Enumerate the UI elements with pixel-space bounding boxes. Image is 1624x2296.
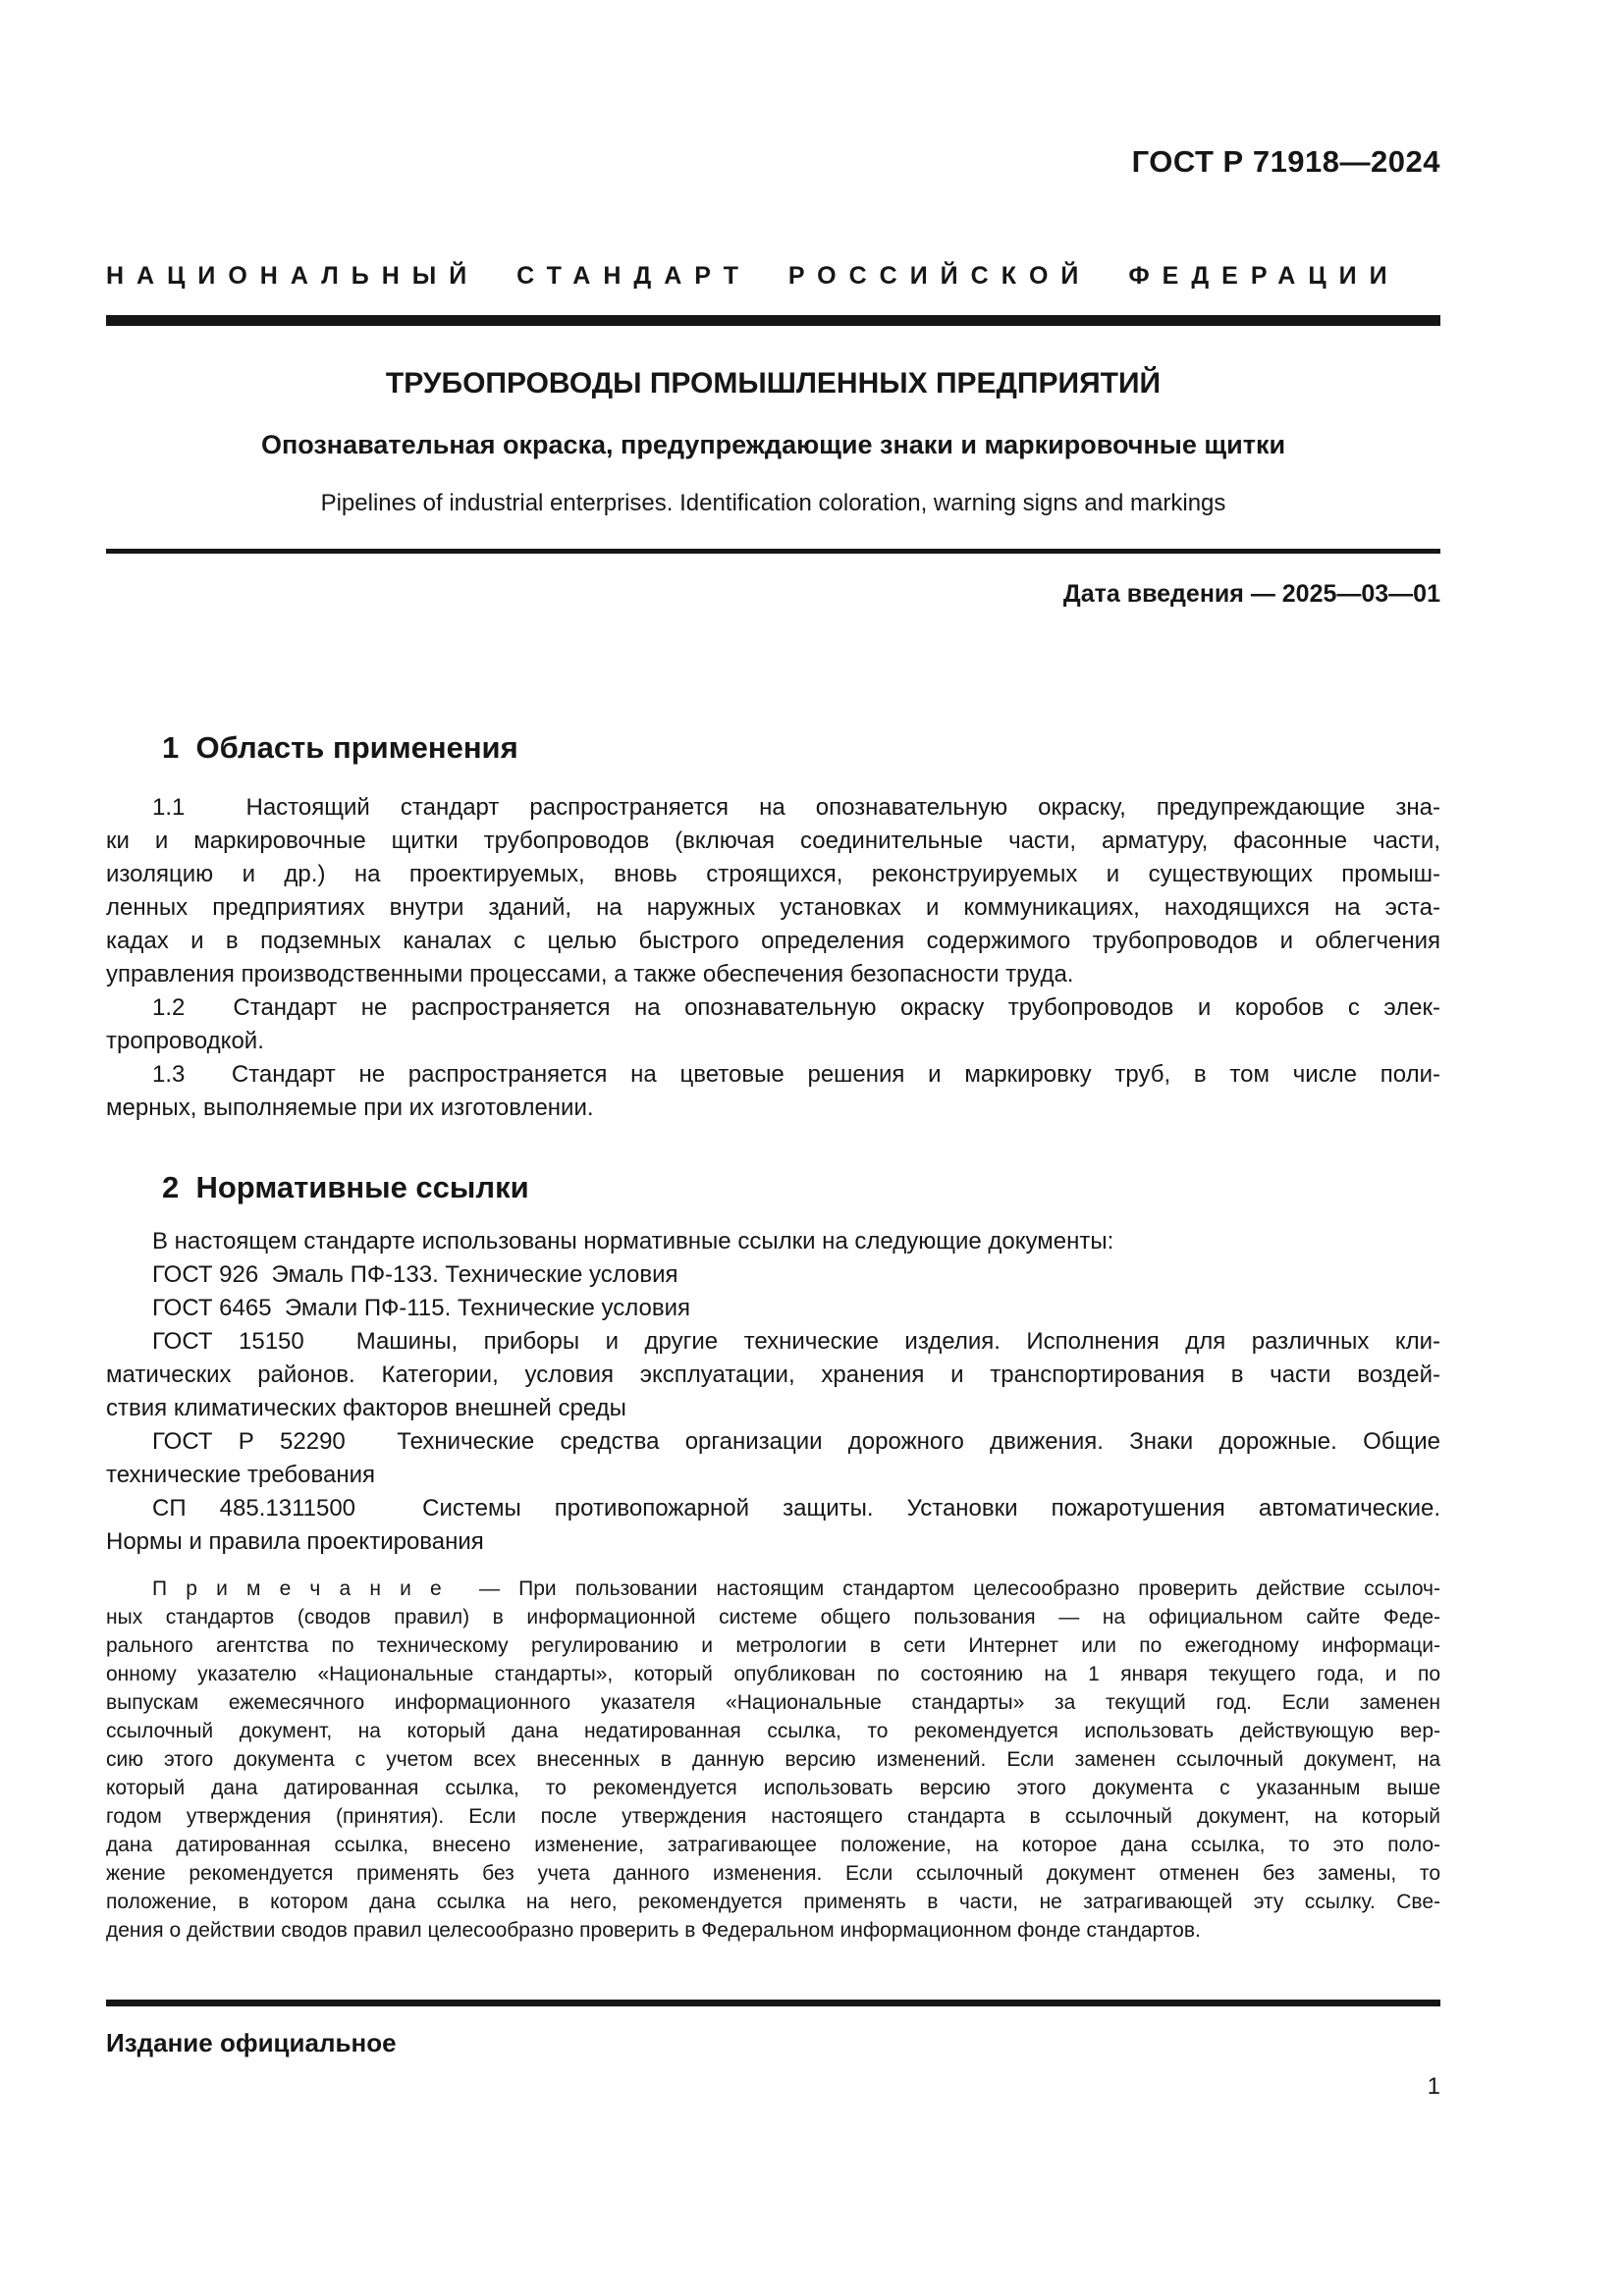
text-line: рального агентства по техническому регулированию и метрологии в сети Интернет или по ежегодному информаци- bbox=[106, 1634, 1440, 1657]
reference-gost-6465 bbox=[106, 1292, 1440, 1325]
text-line: годом утверждения (принятия). Если после утверждения настоящего стандарта в ссылочный документ, на который bbox=[106, 1805, 1440, 1828]
clause-1-3 bbox=[106, 1058, 1440, 1125]
text-line: ки и маркировочные щитки трубопроводов (включая соединительные части, арматуру, фасонные части, bbox=[106, 828, 1440, 854]
reference-gost-15150 bbox=[106, 1325, 1440, 1425]
document-code: ГОСТ Р 71918—2024 bbox=[1131, 144, 1440, 179]
text-line: дения о действии сводов правил целесообразно проверить в Федеральном информационном фонде стандартов. bbox=[106, 1919, 1201, 1942]
reference-gost-926 bbox=[106, 1258, 1440, 1292]
footer-divider bbox=[106, 2000, 1440, 2006]
text-line: мерных, выполняемые при их изготовлении. bbox=[106, 1095, 594, 1121]
text-line: ГОСТ 15150 Машины, приборы и другие технические изделия. Исполнения для различных кли- bbox=[152, 1328, 1440, 1355]
reference-sp-485-1311500 bbox=[106, 1492, 1440, 1559]
text-line: ГОСТ 926 Эмаль ПФ-133. Технические условия bbox=[152, 1261, 678, 1288]
header-divider-thick bbox=[106, 315, 1440, 326]
text-line: управления производственными процессами, а также обеспечения безопасности труда. bbox=[106, 961, 1074, 988]
section-2-content bbox=[106, 1225, 1440, 1559]
text-line: дана датированная ссылка, внесено изменение, затрагивающее положение, на которое дана ссылка, то это поло- bbox=[106, 1834, 1440, 1856]
references-intro bbox=[106, 1225, 1440, 1258]
text-line: матических районов. Категории, условия эксплуатации, хранения и транспортирования в части воздей- bbox=[106, 1362, 1440, 1388]
text-line: кадах и в подземных каналах с целью быстрого определения содержимого трубопроводов и облегчения bbox=[106, 928, 1440, 954]
text-line: который дана датированная ссылка, то рекомендуется использовать версию этого документа с указанным выше bbox=[106, 1777, 1440, 1799]
clause-1-1 bbox=[106, 791, 1440, 991]
standard-type-heading: НАЦИОНАЛЬНЫЙ СТАНДАРТ РОССИЙСКОЙ ФЕДЕРАЦИИ bbox=[106, 262, 1400, 290]
text-line: Нормы и правила проектирования bbox=[106, 1528, 484, 1555]
page-header bbox=[106, 0, 1440, 609]
text-line: 1.2 Стандарт не распространяется на опознавательную окраску трубопроводов и коробов с элек- bbox=[152, 994, 1440, 1021]
title-divider-thin bbox=[106, 549, 1440, 554]
page-number: 1 bbox=[1427, 2073, 1440, 2100]
note-paragraph bbox=[106, 1575, 1440, 1945]
text-line: онному указателю «Национальные стандарты», который опубликован по состоянию на 1 января текущего года, и по bbox=[106, 1663, 1440, 1685]
text-line: тропроводкой. bbox=[106, 1028, 264, 1054]
text-line: 1.3 Стандарт не распространяется на цветовые решения и маркировку труб, в том числе поли- bbox=[152, 1061, 1440, 1088]
text-line: технические требования bbox=[106, 1462, 375, 1488]
text-line: В настоящем стандарте использованы нормативные ссылки на следующие документы: bbox=[152, 1228, 1114, 1255]
text-line: изоляцию и др.) на проектируемых, вновь строящихся, реконструируемых и существующих промыш- bbox=[106, 861, 1440, 887]
text-line: 1.1 Настоящий стандарт распространяется на опознавательную окраску, предупреждающие зна- bbox=[152, 794, 1440, 821]
text-line: жение рекомендуется применять без учета данного изменения. Если ссылочный документ отменен без замены, то bbox=[106, 1862, 1440, 1885]
text-line: ГОСТ Р 52290 Технические средства организации дорожного движения. Знаки дорожные. Общие bbox=[152, 1428, 1440, 1455]
document-subtitle-ru: Опознавательная окраска, предупреждающие знаки и маркировочные щитки bbox=[260, 430, 1286, 459]
text-line: сию этого документа с учетом всех внесенных в данную версию изменений. Если заменен ссылочный документ, на bbox=[106, 1748, 1440, 1771]
official-edition-label: Издание официальное bbox=[106, 2028, 397, 2057]
text-line: ствия климатических факторов внешней среды bbox=[106, 1395, 626, 1421]
section-1-content bbox=[106, 791, 1440, 1125]
section-2-heading: 2 Нормативные ссылки bbox=[162, 1170, 529, 1204]
document-title-ru: ТРУБОПРОВОДЫ ПРОМЫШЛЕННЫХ ПРЕДПРИЯТИЙ bbox=[385, 367, 1162, 400]
clause-1-2 bbox=[106, 991, 1440, 1058]
section-1-heading: 1 Область применения bbox=[162, 730, 518, 765]
text-line: ленных предприятиях внутри зданий, на наружных установках и коммуникациях, находящихся на эста- bbox=[106, 894, 1440, 921]
text-line: ных стандартов (сводов правил) в информационной системе общего пользования — на официальном сайте Феде- bbox=[106, 1606, 1440, 1629]
text-line: положение, в котором дана ссылка на него, рекомендуется применять в части, не затрагивающей эту ссылку. Све- bbox=[106, 1891, 1440, 1913]
text-line: выпускам ежемесячного информационного указателя «Национальные стандарты» за текущий год. Если заменен bbox=[106, 1691, 1440, 1714]
effective-date: Дата введения — 2025—03—01 bbox=[1062, 580, 1440, 608]
reference-gost-r-52290 bbox=[106, 1425, 1440, 1492]
text-line: ГОСТ 6465 Эмали ПФ-115. Технические условия bbox=[152, 1295, 690, 1321]
document-title-en: Pipelines of industrial enterprises. Identification coloration, warning signs and markings bbox=[320, 490, 1226, 516]
page-footer bbox=[106, 2000, 1440, 2101]
text-line: СП 485.1311500 Системы противопожарной защиты. Установки пожаротушения автоматические. bbox=[152, 1495, 1440, 1522]
text-line: П р и м е ч а н и е — При пользовании настоящим стандартом целесообразно проверить действие ссылоч- bbox=[152, 1577, 1440, 1600]
text-line: ссылочный документ, на который дана недатированная ссылка, то рекомендуется использовать действующую вер- bbox=[106, 1720, 1440, 1742]
document-body bbox=[106, 730, 1440, 1945]
